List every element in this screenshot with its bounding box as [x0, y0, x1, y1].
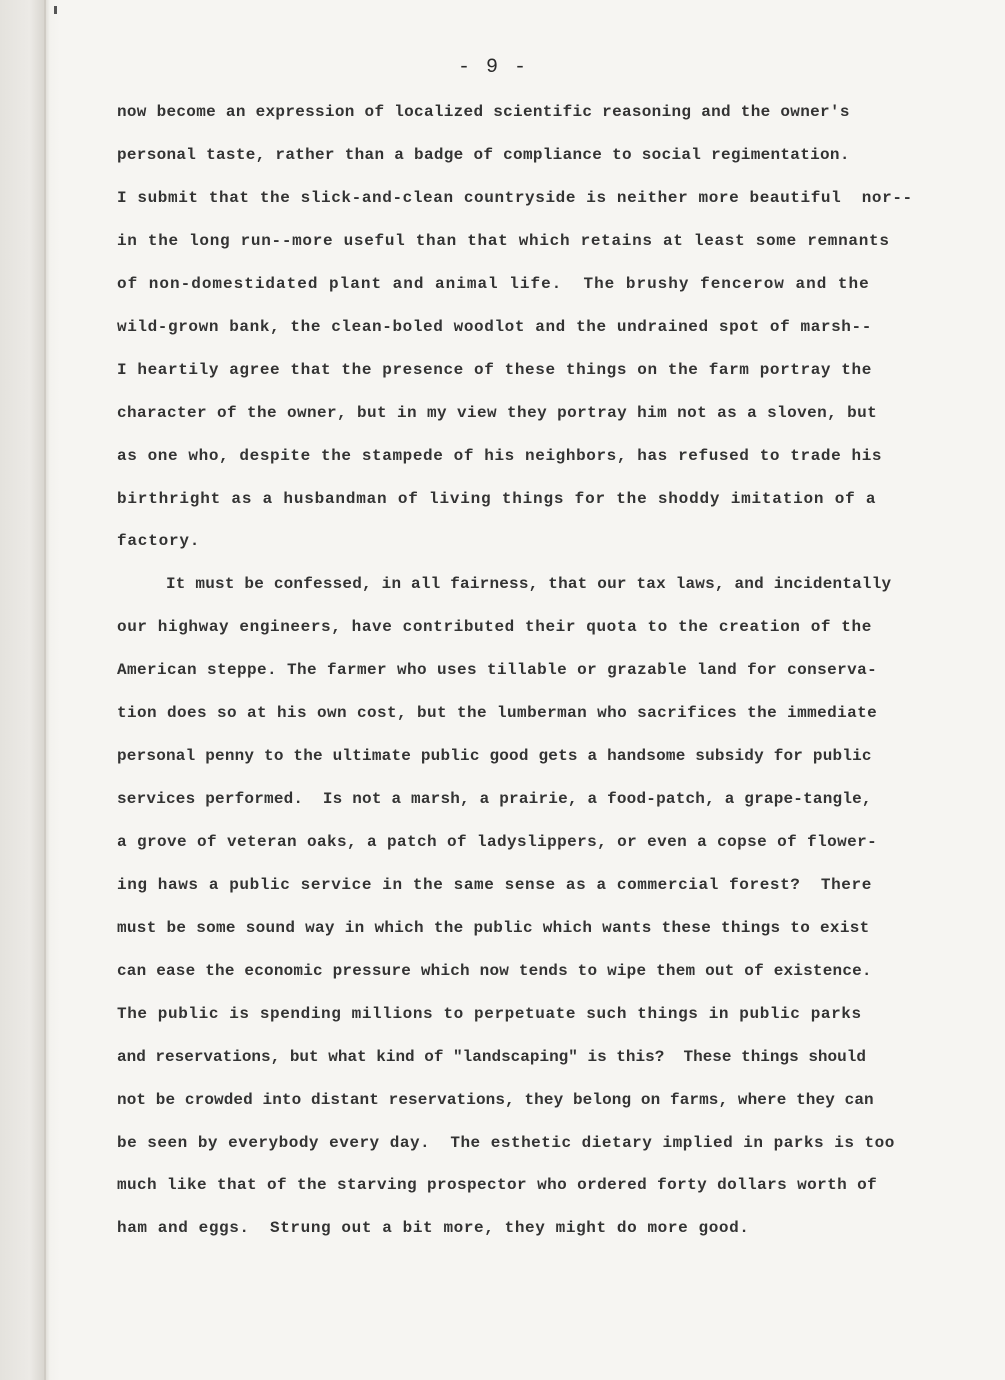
text-line: I submit that the slick-and-clean countryside is neither more beautiful nor-- [117, 189, 913, 207]
binding-shadow [0, 0, 60, 1380]
binding-edge [44, 0, 46, 1380]
text-line: much like that of the starving prospector who ordered forty dollars worth of [117, 1176, 878, 1194]
text-line: ing haws a public service in the same sense as a commercial forest? There [117, 876, 872, 894]
text-line: can ease the economic pressure which now tends to wipe them out of existence. [117, 962, 872, 980]
text-line: American steppe. The farmer who uses tillable or grazable land for conserva- [117, 661, 878, 679]
text-line: now become an expression of localized scientific reasoning and the owner's [117, 103, 850, 121]
text-line: personal penny to the ultimate public good gets a handsome subsidy for public [117, 747, 872, 765]
text-line: in the long run--more useful than that which retains at least some remnants [117, 232, 890, 250]
text-line: must be some sound way in which the public which wants these things to exist [117, 919, 870, 937]
text-line: of non-domestidated plant and animal life. The brushy fencerow and the [117, 275, 870, 293]
text-line: not be crowded into distant reservations, they belong on farms, where they can [117, 1091, 874, 1109]
text-line: factory. [117, 532, 201, 550]
text-line: personal taste, rather than a badge of compliance to social regimentation. [117, 146, 850, 164]
page-number: - 9 - [458, 56, 529, 79]
text-line: services performed. Is not a marsh, a prairie, a food-patch, a grape-tangle, [117, 790, 872, 808]
text-line: wild-grown bank, the clean-boled woodlot and the undrained spot of marsh-- [117, 318, 872, 336]
text-line: ham and eggs. Strung out a bit more, they might do more good. [117, 1219, 750, 1237]
text-line: The public is spending millions to perpetuate such things in public parks [117, 1005, 862, 1023]
text-line: It must be confessed, in all fairness, that our tax laws, and incidentally [117, 575, 892, 593]
text-line: and reservations, but what kind of "landscaping" is this? These things should [117, 1048, 866, 1066]
corner-mark [54, 6, 57, 14]
text-line: our highway engineers, have contributed their quota to the creation of the [117, 618, 872, 636]
text-line: a grove of veteran oaks, a patch of ladyslippers, or even a copse of flower- [117, 833, 878, 851]
text-line: be seen by everybody every day. The esthetic dietary implied in parks is too [117, 1134, 895, 1152]
text-line: I heartily agree that the presence of these things on the farm portray the [117, 361, 872, 379]
text-line: tion does so at his own cost, but the lumberman who sacrifices the immediate [117, 704, 878, 722]
text-line: birthright as a husbandman of living things for the shoddy imitation of a [117, 490, 877, 508]
text-line: as one who, despite the stampede of his neighbors, has refused to trade his [117, 447, 883, 465]
text-line: character of the owner, but in my view they portray him not as a sloven, but [117, 404, 878, 422]
